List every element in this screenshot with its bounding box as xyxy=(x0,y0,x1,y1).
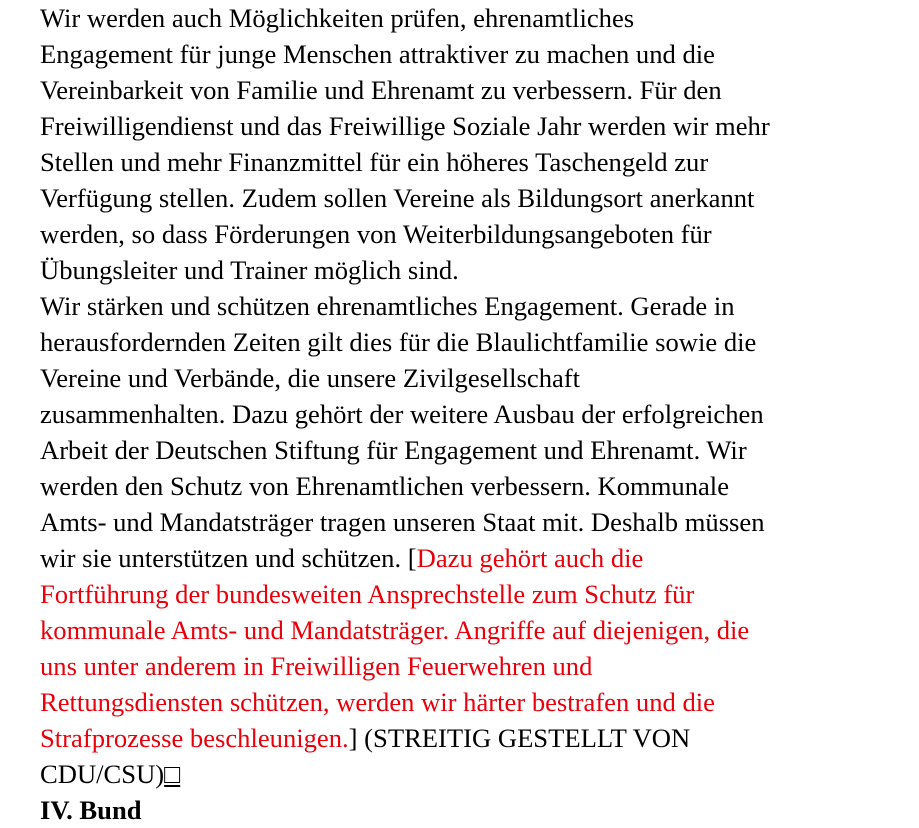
text-line: herausfordernden Zeiten gilt dies für die Blaulichtfamilie sowie die xyxy=(40,327,757,357)
text-line: werden, so dass Förderungen von Weiterbildungsangeboten für xyxy=(40,219,712,249)
paragraph-2 xyxy=(40,288,900,792)
disputed-line: Rettungsdiensten schützen, werden wir härter bestrafen und die xyxy=(40,687,715,717)
disputed-line: uns unter anderem in Freiwilligen Feuerwehren und xyxy=(40,651,593,681)
text-line: Amts- und Mandatsträger tragen unseren Staat mit. Deshalb müssen xyxy=(40,507,765,537)
disputed-line: Fortführung der bundesweiten Ansprechstelle zum Schutz für xyxy=(40,579,695,609)
text-line: Freiwilligendienst und das Freiwillige Soziale Jahr werden wir mehr xyxy=(40,111,770,141)
paragraph-1 xyxy=(40,0,900,288)
text-line: Vereinbarkeit von Familie und Ehrenamt zu verbessern. Für den xyxy=(40,75,722,105)
text-line: Übungsleiter und Trainer möglich sind. xyxy=(40,255,459,285)
mixed-line xyxy=(40,720,900,756)
text-line: Wir werden auch Möglichkeiten prüfen, ehrenamtliches xyxy=(40,3,635,33)
disputed-text: Strafprozesse beschleunigen. xyxy=(40,723,349,753)
disputed-text: Dazu gehört auch die xyxy=(416,543,644,573)
final-line xyxy=(40,756,900,792)
text-line: Vereine und Verbände, die unsere Zivilgesellschaft xyxy=(40,363,581,393)
black-text: wir sie unterstützen und schützen. [ xyxy=(40,543,417,573)
text-line: werden den Schutz von Ehrenamtlichen verbessern. Kommunale xyxy=(40,471,729,501)
party-label: CDU/CSU) xyxy=(40,759,165,789)
missing-glyph-icon: □ xyxy=(164,759,181,789)
disputed-line: kommunale Amts- und Mandatsträger. Angriffe auf diejenigen, die xyxy=(40,615,750,645)
section-heading-cutoff: IV. Bund xyxy=(40,795,142,825)
document-body xyxy=(40,0,900,828)
mixed-line xyxy=(40,540,900,576)
text-line: zusammenhalten. Dazu gehört der weitere Ausbau der erfolgreichen xyxy=(40,399,764,429)
text-line: Verfügung stellen. Zudem sollen Vereine als Bildungsort anerkannt xyxy=(40,183,755,213)
text-line: Stellen und mehr Finanzmittel für ein höheres Taschengeld zur xyxy=(40,147,709,177)
text-line: Engagement für junge Menschen attraktiver zu machen und die xyxy=(40,39,715,69)
text-line: Arbeit der Deutschen Stiftung für Engagement und Ehrenamt. Wir xyxy=(40,435,747,465)
text-line: Wir stärken und schützen ehrenamtliches Engagement. Gerade in xyxy=(40,291,735,321)
dispute-note: ] (STREITIG GESTELLT VON xyxy=(348,723,691,753)
